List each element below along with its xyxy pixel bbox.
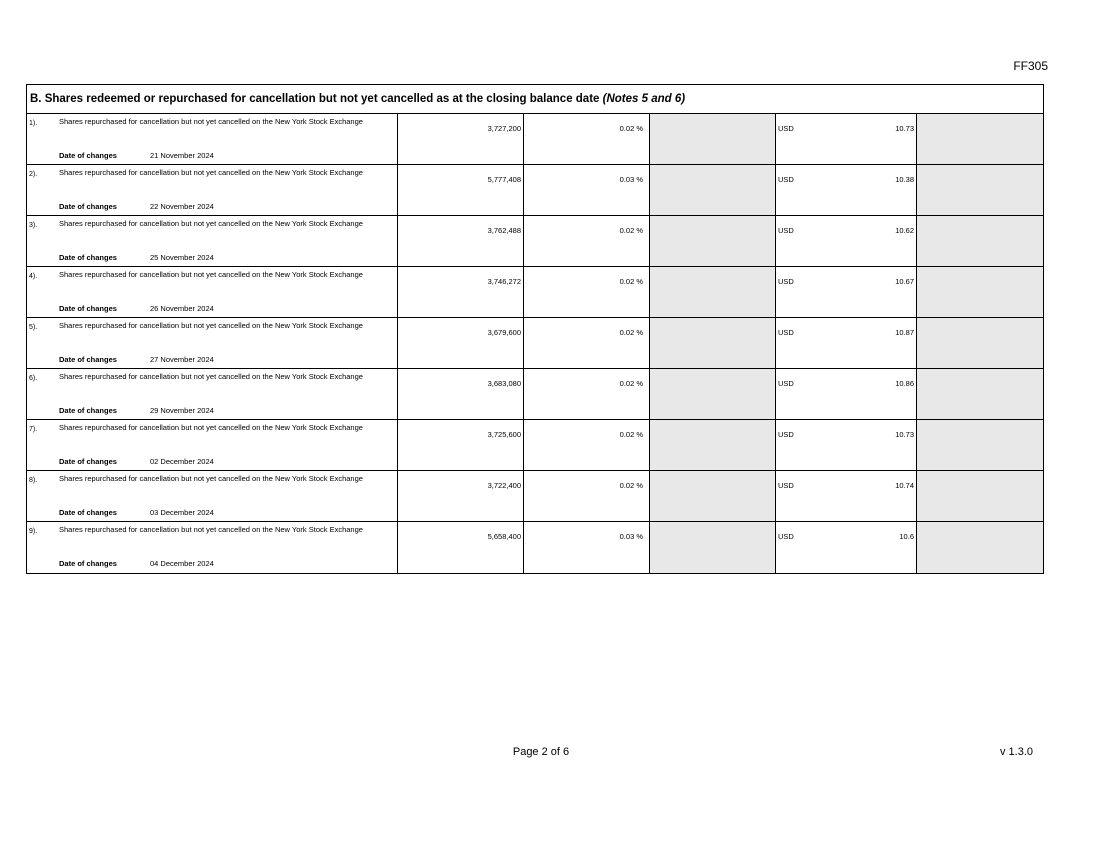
- date-of-changes-label: Date of changes: [59, 253, 117, 262]
- shares-cell: [398, 420, 524, 470]
- price-cell: [776, 267, 917, 317]
- share-percentage: 0.03 %: [619, 175, 643, 184]
- percentage-cell: [524, 369, 650, 419]
- date-of-changes-label: Date of changes: [59, 508, 117, 517]
- shaded-cell: [917, 267, 1043, 317]
- shaded-cell: [917, 369, 1043, 419]
- table-row: [27, 114, 1043, 165]
- share-percentage: 0.02 %: [619, 277, 643, 286]
- row-index: 9).: [29, 528, 38, 535]
- shares-cell: [398, 369, 524, 419]
- row-index: 8).: [29, 477, 38, 484]
- shaded-cell: [917, 165, 1043, 215]
- section-title-notes: (Notes 5 and 6): [602, 93, 686, 105]
- percentage-cell: [524, 420, 650, 470]
- description-cell: [27, 216, 398, 266]
- price-value: 10.38: [895, 175, 914, 184]
- description-cell: [27, 114, 398, 164]
- share-count: 5,777,408: [487, 175, 521, 184]
- shaded-cell: [650, 165, 776, 215]
- currency: USD: [778, 124, 794, 133]
- shaded-cell: [917, 471, 1043, 521]
- table-row: [27, 471, 1043, 522]
- shares-cell: [398, 114, 524, 164]
- section-title: [27, 85, 1043, 114]
- price-cell: [776, 216, 917, 266]
- date-of-changes-label: Date of changes: [59, 355, 117, 364]
- price-cell: [776, 522, 917, 573]
- description-cell: [27, 318, 398, 368]
- table-row: [27, 420, 1043, 471]
- row-description: Shares repurchased for cancellation but not yet cancelled on the New York Stock Exchange: [59, 219, 363, 228]
- shaded-cell: [650, 369, 776, 419]
- shaded-cell: [650, 216, 776, 266]
- percentage-cell: [524, 522, 650, 573]
- table-row: [27, 318, 1043, 369]
- row-index: 3).: [29, 222, 38, 229]
- currency: USD: [778, 226, 794, 235]
- currency: USD: [778, 277, 794, 286]
- shares-cell: [398, 471, 524, 521]
- description-cell: [27, 471, 398, 521]
- price-cell: [776, 471, 917, 521]
- currency: USD: [778, 379, 794, 388]
- table-row: [27, 267, 1043, 318]
- row-description: Shares repurchased for cancellation but not yet cancelled on the New York Stock Exchange: [59, 372, 363, 381]
- price-cell: [776, 114, 917, 164]
- date-of-changes-value: 04 December 2024: [150, 559, 214, 568]
- shares-cell: [398, 267, 524, 317]
- date-of-changes-label: Date of changes: [59, 406, 117, 415]
- shaded-cell: [650, 318, 776, 368]
- date-of-changes-value: 03 December 2024: [150, 508, 214, 517]
- price-cell: [776, 420, 917, 470]
- date-of-changes-value: 26 November 2024: [150, 304, 214, 313]
- description-cell: [27, 522, 398, 573]
- date-of-changes-label: Date of changes: [59, 151, 117, 160]
- currency: USD: [778, 175, 794, 184]
- row-description: Shares repurchased for cancellation but not yet cancelled on the New York Stock Exchange: [59, 423, 363, 432]
- date-of-changes-label: Date of changes: [59, 304, 117, 313]
- price-value: 10.86: [895, 379, 914, 388]
- shaded-cell: [650, 267, 776, 317]
- currency: USD: [778, 481, 794, 490]
- shaded-cell: [917, 522, 1043, 573]
- shares-cell: [398, 318, 524, 368]
- share-percentage: 0.03 %: [619, 532, 643, 541]
- row-description: Shares repurchased for cancellation but not yet cancelled on the New York Stock Exchange: [59, 270, 363, 279]
- shaded-cell: [650, 471, 776, 521]
- share-count: 3,762,488: [487, 226, 521, 235]
- price-cell: [776, 318, 917, 368]
- date-of-changes-value: 21 November 2024: [150, 151, 214, 160]
- row-index: 2).: [29, 171, 38, 178]
- row-description: Shares repurchased for cancellation but not yet cancelled on the New York Stock Exchange: [59, 525, 363, 534]
- share-count: 3,727,200: [487, 124, 521, 133]
- percentage-cell: [524, 114, 650, 164]
- row-description: Shares repurchased for cancellation but not yet cancelled on the New York Stock Exchange: [59, 168, 363, 177]
- price-value: 10.87: [895, 328, 914, 337]
- percentage-cell: [524, 165, 650, 215]
- row-description: Shares repurchased for cancellation but not yet cancelled on the New York Stock Exchange: [59, 474, 363, 483]
- description-cell: [27, 369, 398, 419]
- share-count: 3,746,272: [487, 277, 521, 286]
- share-count: 3,725,600: [487, 430, 521, 439]
- share-percentage: 0.02 %: [619, 430, 643, 439]
- price-value: 10.67: [895, 277, 914, 286]
- percentage-cell: [524, 318, 650, 368]
- table-row: [27, 522, 1043, 573]
- row-index: 7).: [29, 426, 38, 433]
- price-cell: [776, 369, 917, 419]
- share-percentage: 0.02 %: [619, 328, 643, 337]
- row-index: 1).: [29, 120, 38, 127]
- currency: USD: [778, 430, 794, 439]
- shaded-cell: [650, 522, 776, 573]
- form-code: FF305: [1013, 59, 1048, 73]
- shaded-cell: [917, 114, 1043, 164]
- description-cell: [27, 267, 398, 317]
- price-value: 10.6: [899, 532, 914, 541]
- date-of-changes-label: Date of changes: [59, 202, 117, 211]
- table-row: [27, 165, 1043, 216]
- share-percentage: 0.02 %: [619, 481, 643, 490]
- shares-table: [26, 84, 1044, 574]
- price-value: 10.73: [895, 430, 914, 439]
- date-of-changes-label: Date of changes: [59, 457, 117, 466]
- percentage-cell: [524, 267, 650, 317]
- shaded-cell: [917, 318, 1043, 368]
- share-percentage: 0.02 %: [619, 379, 643, 388]
- percentage-cell: [524, 471, 650, 521]
- version-label: v 1.3.0: [999, 746, 1033, 758]
- currency: USD: [778, 328, 794, 337]
- percentage-cell: [524, 216, 650, 266]
- shares-cell: [398, 216, 524, 266]
- share-count: 3,683,080: [487, 379, 521, 388]
- price-value: 10.73: [895, 124, 914, 133]
- shaded-cell: [917, 216, 1043, 266]
- price-value: 10.74: [895, 481, 914, 490]
- currency: USD: [778, 532, 794, 541]
- row-description: Shares repurchased for cancellation but not yet cancelled on the New York Stock Exchange: [59, 117, 363, 126]
- share-count: 3,679,600: [487, 328, 521, 337]
- row-index: 6).: [29, 375, 38, 382]
- table-row: [27, 369, 1043, 420]
- date-of-changes-value: 29 November 2024: [150, 406, 214, 415]
- page-number: Page 2 of 6: [512, 746, 570, 758]
- price-value: 10.62: [895, 226, 914, 235]
- shaded-cell: [650, 420, 776, 470]
- row-description: Shares repurchased for cancellation but not yet cancelled on the New York Stock Exchange: [59, 321, 363, 330]
- row-index: 4).: [29, 273, 38, 280]
- price-cell: [776, 165, 917, 215]
- shaded-cell: [917, 420, 1043, 470]
- table-row: [27, 216, 1043, 267]
- date-of-changes-value: 27 November 2024: [150, 355, 214, 364]
- date-of-changes-value: 22 November 2024: [150, 202, 214, 211]
- share-count: 3,722,400: [487, 481, 521, 490]
- share-percentage: 0.02 %: [619, 226, 643, 235]
- row-index: 5).: [29, 324, 38, 331]
- section-title-text: B. Shares redeemed or repurchased for cancellation but not yet cancelled as at the closing balance date: [30, 93, 600, 105]
- date-of-changes-value: 25 November 2024: [150, 253, 214, 262]
- description-cell: [27, 420, 398, 470]
- description-cell: [27, 165, 398, 215]
- date-of-changes-label: Date of changes: [59, 559, 117, 568]
- shares-cell: [398, 522, 524, 573]
- shares-cell: [398, 165, 524, 215]
- share-percentage: 0.02 %: [619, 124, 643, 133]
- share-count: 5,658,400: [487, 532, 521, 541]
- date-of-changes-value: 02 December 2024: [150, 457, 214, 466]
- table-body: [27, 114, 1043, 573]
- shaded-cell: [650, 114, 776, 164]
